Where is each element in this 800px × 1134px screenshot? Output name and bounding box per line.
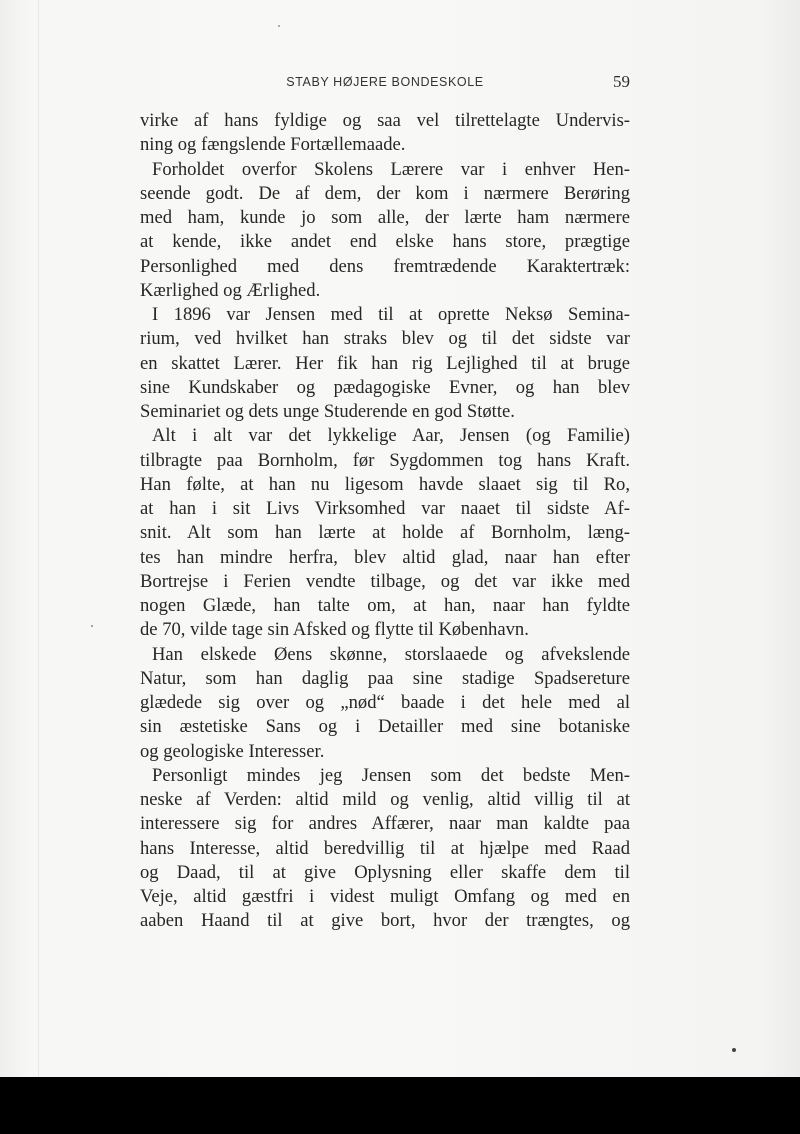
text-line: og geologiske Interesser. [140, 740, 325, 762]
text-line: snit. Alt som han lærte at holde af Bornholm, læng- [140, 522, 630, 544]
text-line: sin æstetiske Sans og i Detailler med sine botaniske [140, 716, 630, 738]
text-line: tes han mindre herfra, blev altid glad, naar han efter [140, 546, 630, 568]
text-line: aaben Haand til at give bort, hvor der trængtes, og [140, 910, 630, 932]
paper-speck [91, 625, 93, 627]
text-line: interessere sig for andres Affærer, naar man kaldte paa [140, 813, 630, 835]
text-line: og Daad, til at give Oplysning eller skaffe dem til [140, 861, 630, 883]
text-line: Personlighed med dens fremtrædende Karaktertræk: [140, 255, 630, 277]
text-line: Veje, altid gæstfri i videst muligt Omfang og med en [140, 886, 630, 907]
text-line: hans Interesse, altid beredvillig til at hjælpe med Raad [140, 837, 630, 859]
text-line: ning og fængslende Fortællemaade. [140, 134, 406, 156]
body-text [140, 109, 630, 934]
text-line: med ham, kunde jo som alle, der lærte ham nærmere [140, 207, 630, 228]
text-line: virke af hans fyldige og saa vel tilrettelagte Undervis- [140, 110, 630, 131]
text-line: neske af Verden: altid mild og venlig, altid villig til at [140, 789, 630, 810]
text-line: Bortrejse i Ferien vendte tilbage, og det var ikke med [140, 570, 630, 592]
text-line: nogen Glæde, han talte om, at han, naar han fyldte [140, 595, 630, 616]
text-line: I 1896 var Jensen med til at oprette Neksø Semina- [152, 304, 630, 325]
text-line: Han elskede Øens skønne, storslaaede og afvekslende [152, 643, 630, 665]
text-line: Alt i alt var det lykkelige Aar, Jensen (og Familie) [152, 425, 630, 447]
running-title: STABY HØJERE BONDESKOLE [286, 75, 484, 89]
text-line: rium, ved hvilket han straks blev og til det sidste var [140, 328, 630, 350]
text-line: at han i sit Livs Virksomhed var naaet til sidste Af- [140, 498, 630, 519]
text-line: sine Kundskaber og pædagogiske Evner, og han blev [140, 376, 630, 398]
text-line: Forholdet overfor Skolens Lærere var i enhver Hen- [152, 158, 630, 180]
text-line: en skattet Lærer. Her fik han rig Lejlighed til at bruge [140, 352, 630, 374]
text-line: Han følte, at han nu ligesom havde slaaet sig til Ro, [140, 473, 630, 495]
running-header [140, 72, 630, 94]
page-number: 59 [613, 72, 630, 91]
text-line: at kende, ikke andet end elske hans store, prægtige [140, 231, 630, 253]
text-line: Seminariet og dets unge Studerende en god Støtte. [140, 401, 515, 422]
text-line: Natur, som han daglig paa sine stadige Spadsereture [140, 667, 630, 689]
text-line: Personligt mindes jeg Jensen som det bedste Men- [152, 764, 630, 786]
text-line: de 70, vilde tage sin Afsked og flytte til København. [140, 619, 529, 641]
page-gutter-edge [38, 0, 39, 1077]
text-line: tilbragte paa Bornholm, før Sygdommen tog hans Kraft. [140, 449, 630, 471]
text-line: Kærlighed og Ærlighed. [140, 279, 321, 301]
paper-speck [278, 25, 280, 27]
text-line: seende godt. De af dem, der kom i nærmere Berøring [140, 182, 630, 204]
scan-border [0, 1077, 800, 1134]
paper-speck [732, 1048, 736, 1052]
text-line: glædede sig over og „nød“ baade i det hele med al [140, 692, 630, 713]
